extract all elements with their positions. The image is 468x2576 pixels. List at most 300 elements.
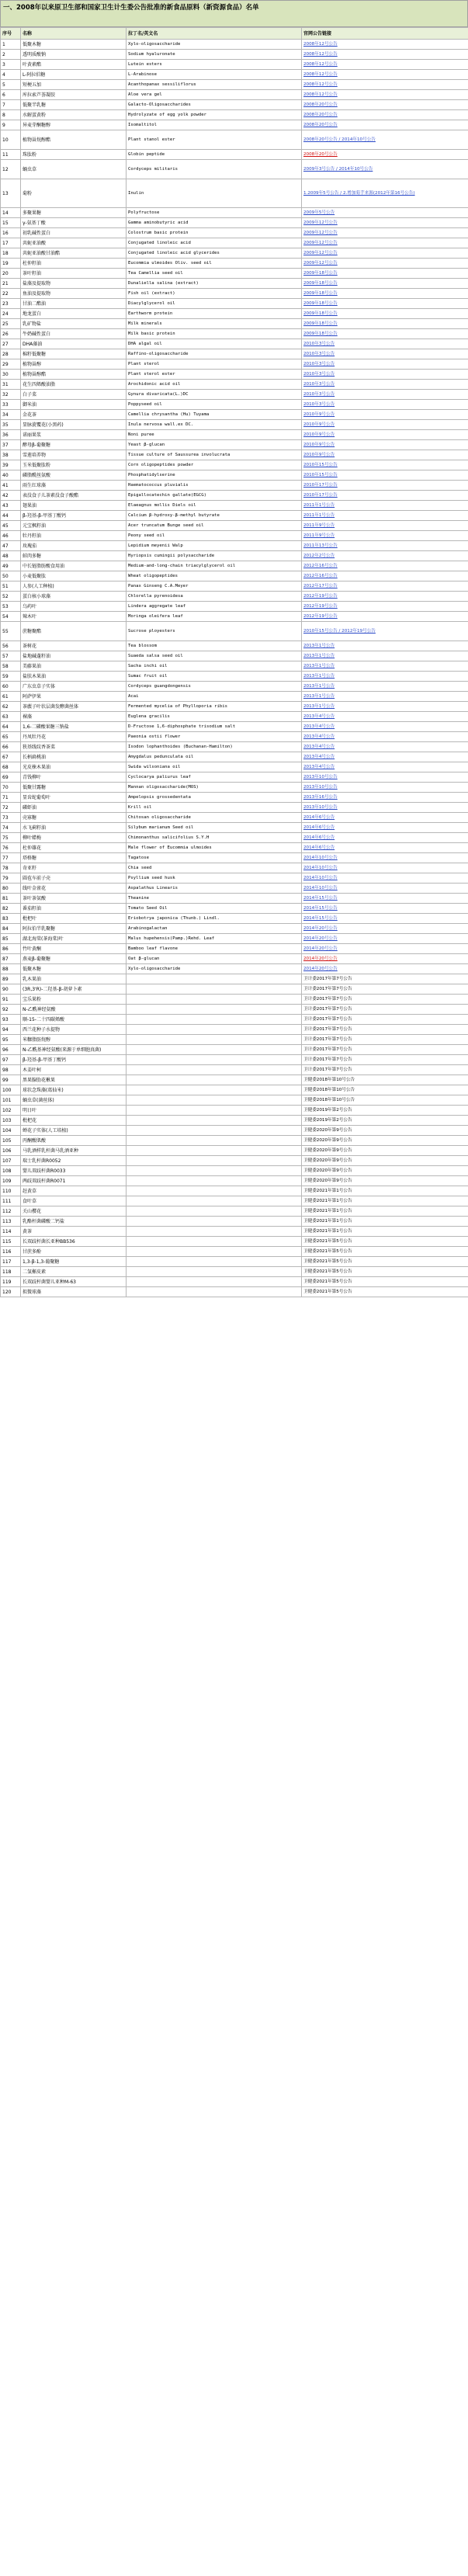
cell-notice: 卫健委2021年第5号公告: [302, 1237, 468, 1247]
table-row: [1, 511, 468, 521]
table-row: [1, 208, 468, 218]
cell-latin: Aspalathus Linearis: [127, 884, 302, 894]
cell-latin: Tomato Seed Oil: [127, 904, 302, 914]
cell-notice[interactable]: 2009年12号公告: [302, 248, 468, 259]
cell-notice[interactable]: 2011年9号公告: [302, 521, 468, 531]
cell-name: 裸藻: [21, 712, 127, 722]
cell-notice[interactable]: 2012年2号公告: [302, 551, 468, 561]
table-row: [1, 1277, 468, 1287]
cell-latin: Psyllium seed husk: [127, 873, 302, 884]
table-row: [1, 1045, 468, 1055]
cell-no: 38: [1, 450, 21, 460]
table-row: [1, 884, 468, 894]
cell-name: 马乳酒样乳杆菌马乳酒亚种: [21, 1146, 127, 1156]
cell-notice[interactable]: 2013年10号公告: [302, 803, 468, 813]
cell-latin: [127, 1106, 302, 1116]
cell-notice[interactable]: 2013年1号公告: [302, 682, 468, 692]
cell-notice[interactable]: 2011年1号公告: [302, 501, 468, 511]
cell-latin: Gynura divaricata(L.)DC: [127, 390, 302, 400]
cell-notice[interactable]: 2009年18号公告: [302, 299, 468, 309]
cell-name: 库拉索芦荟凝胶: [21, 90, 127, 100]
table-row: [1, 1126, 468, 1136]
cell-name: 广东虫草子实体: [21, 682, 127, 692]
table-row: [1, 692, 468, 702]
cell-latin: [127, 1136, 302, 1146]
cell-no: 56: [1, 641, 21, 651]
cell-name: 奇亚籽: [21, 863, 127, 873]
cell-notice[interactable]: 2010年3号公告: [302, 380, 468, 390]
cell-notice[interactable]: 2008年20号公告 / 2014年10号公告: [302, 130, 468, 150]
cell-no: 81: [1, 894, 21, 904]
cell-latin: Oat β-glucan: [127, 954, 302, 964]
cell-no: 13: [1, 179, 21, 208]
cell-no: 66: [1, 742, 21, 752]
cell-notice[interactable]: 2008年12号公告: [302, 40, 468, 50]
cell-no: 54: [1, 612, 21, 622]
cell-notice[interactable]: 2008年12号公告: [302, 90, 468, 100]
cell-notice[interactable]: 2009年12号公告: [302, 218, 468, 228]
cell-no: 98: [1, 1065, 21, 1075]
cell-notice[interactable]: 2012年19号公告: [302, 612, 468, 622]
cell-name: 壳寡糖: [21, 813, 127, 823]
cell-no: 23: [1, 299, 21, 309]
cell-notice[interactable]: 2009年5号公告: [302, 208, 468, 218]
table-row: [1, 100, 468, 110]
cell-notice: 卫健委2019年第2号公告: [302, 1116, 468, 1126]
cell-name: 塔格糖: [21, 853, 127, 863]
cell-notice[interactable]: 2010年3号公告: [302, 339, 468, 349]
cell-notice[interactable]: 2014年6号公告: [302, 843, 468, 853]
cell-name: 磷脂酰丝氨酸: [21, 470, 127, 481]
cell-notice[interactable]: 2010年15号公告: [302, 460, 468, 470]
cell-no: 12: [1, 160, 21, 179]
cell-latin: Tea Camellia seed oil: [127, 269, 302, 279]
cell-notice[interactable]: 2013年4号公告: [302, 712, 468, 722]
cell-no: 11: [1, 150, 21, 160]
cell-no: 52: [1, 592, 21, 602]
table-row: [1, 430, 468, 440]
cell-notice[interactable]: 2009年18号公告: [302, 309, 468, 319]
cell-latin: Galacto-Oligosaccharides: [127, 100, 302, 110]
cell-notice[interactable]: 2013年16号公告: [302, 793, 468, 803]
cell-notice[interactable]: 2011年9号公告: [302, 531, 468, 541]
table-row: [1, 964, 468, 974]
cell-name: 长双歧杆菌婴儿亚种M-63: [21, 1277, 127, 1287]
cell-name: 盐地碱蓬籽油: [21, 651, 127, 661]
cell-notice: 卫健委2021年第1号公告: [302, 1227, 468, 1237]
cell-no: 21: [1, 279, 21, 289]
cell-notice: 卫健委2020年第9号公告: [302, 1126, 468, 1136]
table-row: [1, 218, 468, 228]
cell-notice[interactable]: 2010年3号公告: [302, 359, 468, 370]
cell-notice[interactable]: 2010年9号公告: [302, 410, 468, 420]
cell-notice[interactable]: 2014年20号公告: [302, 934, 468, 944]
cell-notice: 卫健委2018年第10号公告: [302, 1095, 468, 1106]
cell-name: N-乙酰基神经氨酸(来源于单细胞真菌): [21, 1045, 127, 1055]
table-row: [1, 289, 468, 299]
cell-latin: Lutein esters: [127, 60, 302, 70]
cell-notice: 卫计委2017年第7号公告: [302, 984, 468, 995]
cell-name: 植物甾醇酯: [21, 370, 127, 380]
cell-notice[interactable]: 2009年18号公告: [302, 319, 468, 329]
cell-notice[interactable]: 2008年12号公告: [302, 60, 468, 70]
table-row: [1, 1116, 468, 1126]
cell-no: 114: [1, 1227, 21, 1237]
cell-name: 宝乐果粉: [21, 995, 127, 1005]
cell-notice[interactable]: 2013年1号公告: [302, 651, 468, 661]
table-row: [1, 661, 468, 672]
cell-latin: Suaeda salsa seed oil: [127, 651, 302, 661]
header-name: 名称: [21, 28, 127, 40]
cell-name: 阿萨伊果: [21, 692, 127, 702]
cell-no: 27: [1, 339, 21, 349]
table-row: [1, 1085, 468, 1095]
cell-name: 低聚甘露糖: [21, 783, 127, 793]
cell-notice[interactable]: 2012年16号公告: [302, 571, 468, 582]
cell-notice[interactable]: 2014年10号公告: [302, 863, 468, 873]
cell-name: 甘油二酯油: [21, 299, 127, 309]
cell-notice[interactable]: 2010年9号公告: [302, 450, 468, 460]
cell-name: γ-氨基丁酸: [21, 218, 127, 228]
cell-notice: 卫计委2017年第7号公告: [302, 1005, 468, 1015]
cell-latin: Chimonanthus salicifolius S.Y.H: [127, 833, 302, 843]
cell-notice[interactable]: 2010年17号公告: [302, 491, 468, 501]
cell-no: 29: [1, 359, 21, 370]
cell-notice[interactable]: 2009年18号公告: [302, 279, 468, 289]
cell-latin: [127, 1055, 302, 1065]
cell-latin: [127, 1095, 302, 1106]
cell-no: 41: [1, 481, 21, 491]
cell-notice: 卫健委2021年第5号公告: [302, 1287, 468, 1297]
table-row: [1, 833, 468, 843]
cell-no: 16: [1, 228, 21, 238]
cell-name: 蛋白核小球藻: [21, 592, 127, 602]
cell-no: 61: [1, 692, 21, 702]
cell-latin: Wheat oligopeptides: [127, 571, 302, 582]
cell-latin: Isomaltitol: [127, 120, 302, 130]
cell-notice[interactable]: 2014年10号公告: [302, 884, 468, 894]
cell-notice: 卫健委2021年第1号公告: [302, 1206, 468, 1217]
cell-no: 72: [1, 803, 21, 813]
cell-latin: [127, 995, 302, 1005]
table-row: [1, 470, 468, 481]
cell-name: 二氢槲皮素: [21, 1267, 127, 1277]
cell-notice[interactable]: 2011年1号公告: [302, 511, 468, 521]
cell-name: 关山樱花: [21, 1206, 127, 1217]
cell-latin: [127, 1186, 302, 1196]
cell-notice[interactable]: 2010年15号公告: [302, 470, 468, 481]
cell-latin: Chitosan oligosaccharide: [127, 813, 302, 823]
cell-notice[interactable]: 2014年20号公告: [302, 954, 468, 964]
cell-notice[interactable]: 2008年12号公告: [302, 50, 468, 60]
cell-name: 杜仲籽油: [21, 259, 127, 269]
table-row: [1, 541, 468, 551]
cell-notice[interactable]: 2010年3号公告: [302, 349, 468, 359]
cell-name: 长柄扁桃油: [21, 752, 127, 762]
cell-notice: 卫健委2020年第9号公告: [302, 1136, 468, 1146]
cell-notice[interactable]: 2009年18号公告: [302, 329, 468, 339]
cell-latin: [127, 984, 302, 995]
cell-name: 地龙蛋白: [21, 309, 127, 319]
cell-notice[interactable]: 2010年17号公告: [302, 481, 468, 491]
cell-notice[interactable]: 2014年15号公告: [302, 894, 468, 904]
cell-no: 109: [1, 1176, 21, 1186]
cell-no: 64: [1, 722, 21, 732]
table-row: [1, 732, 468, 742]
cell-no: 59: [1, 672, 21, 682]
cell-notice[interactable]: 2014年6号公告: [302, 833, 468, 843]
cell-notice[interactable]: 2012年16号公告: [302, 561, 468, 571]
cell-name: 水飞蓟籽油: [21, 823, 127, 833]
cell-no: 20: [1, 269, 21, 279]
cell-no: 34: [1, 410, 21, 420]
cell-notice[interactable]: 2012年17号公告: [302, 582, 468, 592]
cell-notice[interactable]: 2013年1号公告: [302, 641, 468, 651]
table-row: [1, 1196, 468, 1206]
cell-notice[interactable]: 2014年20号公告: [302, 944, 468, 954]
cell-no: 99: [1, 1075, 21, 1085]
cell-no: 37: [1, 440, 21, 450]
cell-notice: 卫健委2021年第5号公告: [302, 1267, 468, 1277]
cell-latin: Elaeagnus mollis Diels oil: [127, 501, 302, 511]
cell-no: 65: [1, 732, 21, 742]
table-row: [1, 1156, 468, 1166]
cell-notice[interactable]: 2009年12号公告: [302, 259, 468, 269]
cell-notice[interactable]: 2014年20号公告: [302, 924, 468, 934]
cell-no: 46: [1, 531, 21, 541]
table-row: [1, 420, 468, 430]
cell-notice[interactable]: 2008年20号公告: [302, 100, 468, 110]
cell-no: 14: [1, 208, 21, 218]
cell-notice[interactable]: 2013年4号公告: [302, 752, 468, 762]
table-row: [1, 460, 468, 470]
cell-notice[interactable]: 2013年10号公告: [302, 783, 468, 793]
cell-no: 42: [1, 491, 21, 501]
cell-name: 酵母β-葡聚糖: [21, 440, 127, 450]
cell-notice: 卫健委2021年第5号公告: [302, 1257, 468, 1267]
cell-notice[interactable]: 2010年15号公告 / 2012年19号公告: [302, 622, 468, 641]
table-row: [1, 349, 468, 359]
table-row: [1, 1075, 468, 1085]
cell-name: 燕麦β-葡聚糖: [21, 954, 127, 964]
cell-no: 103: [1, 1116, 21, 1126]
table-row: [1, 843, 468, 853]
cell-latin: [127, 1176, 302, 1186]
cell-no: 116: [1, 1247, 21, 1257]
cell-name: 美藤果油: [21, 661, 127, 672]
table-row: [1, 491, 468, 501]
cell-latin: Acer truncatum Bunge seed oil: [127, 521, 302, 531]
cell-notice[interactable]: 2014年10号公告: [302, 873, 468, 884]
cell-name: 茶叶茶氨酸: [21, 894, 127, 904]
cell-latin: [127, 1146, 302, 1156]
cell-no: 32: [1, 390, 21, 400]
cell-no: 97: [1, 1055, 21, 1065]
table-row: [1, 440, 468, 450]
cell-name: 瑞士乳杆菌R0052: [21, 1156, 127, 1166]
table-header-row: [1, 28, 468, 40]
cell-latin: Hyriopsis cumingii polysaccharide: [127, 551, 302, 561]
cell-latin: Panax Ginseng C.A.Meyer: [127, 582, 302, 592]
cell-name: 狭基线纹香茶菜: [21, 742, 127, 752]
table-row: [1, 1186, 468, 1196]
cell-no: 79: [1, 873, 21, 884]
table-row: [1, 823, 468, 833]
table-row: [1, 602, 468, 612]
cell-no: 101: [1, 1095, 21, 1106]
cell-notice[interactable]: 2010年9号公告: [302, 440, 468, 450]
cell-name: 丹凤牡丹花: [21, 732, 127, 742]
cell-notice[interactable]: 2010年9号公告: [302, 420, 468, 430]
cell-name: 茶藨子叶状层菌发酵菌丝体: [21, 702, 127, 712]
cell-notice[interactable]: 2013年1号公告: [302, 702, 468, 712]
cell-notice[interactable]: 2009年12号公告: [302, 238, 468, 248]
cell-no: 111: [1, 1196, 21, 1206]
cell-notice[interactable]: 2013年10号公告: [302, 772, 468, 783]
table-row: [1, 641, 468, 651]
cell-notice[interactable]: 2013年1号公告: [302, 692, 468, 702]
cell-notice[interactable]: 2008年20号公告: [302, 120, 468, 130]
cell-no: 84: [1, 924, 21, 934]
ingredients-table: [0, 27, 468, 1297]
cell-notice[interactable]: 2009年12号公告: [302, 228, 468, 238]
cell-no: 75: [1, 833, 21, 843]
cell-name: 番茄籽油: [21, 904, 127, 914]
header-notice: 官网公告链接: [302, 28, 468, 40]
cell-notice[interactable]: 2012年19号公告: [302, 592, 468, 602]
cell-name: 甘蔗多酚: [21, 1247, 127, 1257]
table-row: [1, 954, 468, 964]
cell-name: 共轭亚油酸甘油酯: [21, 248, 127, 259]
cell-no: 48: [1, 551, 21, 561]
table-row: [1, 752, 468, 762]
cell-latin: [127, 974, 302, 984]
cell-name: 白子菜: [21, 390, 127, 400]
cell-latin: Fermented mycelia of Phylloporia ribis: [127, 702, 302, 712]
cell-notice: 卫健委2021年第5号公告: [302, 1247, 468, 1257]
cell-no: 63: [1, 712, 21, 722]
cell-no: 8: [1, 110, 21, 120]
cell-name: 赶黄草: [21, 1186, 127, 1196]
cell-latin: [127, 1196, 302, 1206]
cell-name: 玉米低聚肽粉: [21, 460, 127, 470]
cell-notice[interactable]: 2008年20号公告: [302, 150, 468, 160]
cell-notice[interactable]: 1.2009年5号公告 / 2.增加菊芋来源(2012年第16号公告): [302, 179, 468, 208]
cell-notice[interactable]: 2013年4号公告: [302, 722, 468, 732]
cell-no: 67: [1, 752, 21, 762]
cell-notice[interactable]: 2013年1号公告: [302, 672, 468, 682]
cell-name: 食叶草: [21, 1196, 127, 1206]
cell-notice[interactable]: 2009年3号公告 / 2014年10号公告: [302, 160, 468, 179]
cell-no: 85: [1, 934, 21, 944]
table-row: [1, 269, 468, 279]
cell-notice[interactable]: 2010年3号公告: [302, 390, 468, 400]
cell-name: 金花茶: [21, 410, 127, 420]
table-row: [1, 793, 468, 803]
table-row: [1, 894, 468, 904]
cell-no: 107: [1, 1156, 21, 1166]
cell-name: 婴儿双歧杆菌R0033: [21, 1166, 127, 1176]
cell-name: 表没食子儿茶素没食子酸酯: [21, 491, 127, 501]
cell-notice[interactable]: 2012年19号公告: [302, 602, 468, 612]
cell-notice[interactable]: 2010年3号公告: [302, 400, 468, 410]
cell-latin: Epigallocatechin gallate(EGCG): [127, 491, 302, 501]
cell-latin: Fish oil (extract): [127, 289, 302, 299]
cell-name: 人参(人工种植): [21, 582, 127, 592]
cell-latin: Paeonia ostii flower: [127, 732, 302, 742]
cell-notice[interactable]: 2009年18号公告: [302, 289, 468, 299]
cell-no: 2: [1, 50, 21, 60]
cell-notice[interactable]: 2009年18号公告: [302, 269, 468, 279]
cell-name: 枇杷花: [21, 1116, 127, 1126]
cell-notice[interactable]: 2010年9号公告: [302, 430, 468, 440]
table-row: [1, 1106, 468, 1116]
cell-latin: Earthworm protein: [127, 309, 302, 319]
cell-notice[interactable]: 2010年3号公告: [302, 370, 468, 380]
cell-latin: Cordyceps militaris: [127, 160, 302, 179]
cell-name: 元宝枫籽油: [21, 521, 127, 531]
table-row: [1, 130, 468, 150]
cell-latin: [127, 1267, 302, 1277]
cell-notice[interactable]: 2014年15号公告: [302, 914, 468, 924]
cell-notice[interactable]: 2014年20号公告: [302, 964, 468, 974]
cell-notice[interactable]: 2014年6号公告: [302, 813, 468, 823]
cell-notice[interactable]: 2013年4号公告: [302, 732, 468, 742]
cell-latin: [127, 1166, 302, 1176]
table-row: [1, 813, 468, 823]
cell-name: 圆苞车前子壳: [21, 873, 127, 884]
table-row: [1, 1136, 468, 1146]
cell-notice[interactable]: 2014年6号公告: [302, 823, 468, 833]
cell-notice[interactable]: 2008年12号公告: [302, 80, 468, 90]
cell-notice[interactable]: 2013年1号公告: [302, 661, 468, 672]
cell-name: 短梗五加: [21, 80, 127, 90]
cell-latin: Cordyceps guangdongensis: [127, 682, 302, 692]
cell-notice[interactable]: 2013年4号公告: [302, 762, 468, 772]
cell-notice[interactable]: 2014年15号公告: [302, 904, 468, 914]
cell-no: 69: [1, 772, 21, 783]
cell-notice[interactable]: 2013年4号公告: [302, 742, 468, 752]
cell-notice[interactable]: 2008年20号公告: [302, 110, 468, 120]
cell-latin: Plant sterol: [127, 359, 302, 370]
cell-latin: [127, 1075, 302, 1085]
cell-notice: 卫计委2017年第7号公告: [302, 1025, 468, 1035]
cell-no: 39: [1, 460, 21, 470]
cell-no: 71: [1, 793, 21, 803]
cell-name: 辣木叶: [21, 612, 127, 622]
cell-name: 湖北海棠(茶海棠)叶: [21, 934, 127, 944]
cell-notice[interactable]: 2011年13号公告: [302, 541, 468, 551]
table-row: [1, 400, 468, 410]
cell-latin: [127, 1116, 302, 1126]
cell-notice[interactable]: 2014年10号公告: [302, 853, 468, 863]
cell-latin: [127, 1247, 302, 1257]
cell-name: 乳酪杆菌磷酸二钙盐: [21, 1217, 127, 1227]
table-row: [1, 682, 468, 692]
cell-latin: Swida wilsoniana oil: [127, 762, 302, 772]
cell-latin: Isodon lophanthoides (Buchanan-Hamilton): [127, 742, 302, 752]
cell-name: 木姜叶柯: [21, 1065, 127, 1075]
cell-no: 95: [1, 1035, 21, 1045]
cell-notice: 卫计委2017年第7号公告: [302, 974, 468, 984]
table-row: [1, 1035, 468, 1045]
cell-latin: Diacylglycerol oil: [127, 299, 302, 309]
cell-no: 19: [1, 259, 21, 269]
cell-name: 光皮梾木果油: [21, 762, 127, 772]
cell-latin: Camellia chrysantha (Hu) Tuyama: [127, 410, 302, 420]
cell-notice[interactable]: 2008年12号公告: [302, 70, 468, 80]
cell-name: 共轭亚油酸: [21, 238, 127, 248]
